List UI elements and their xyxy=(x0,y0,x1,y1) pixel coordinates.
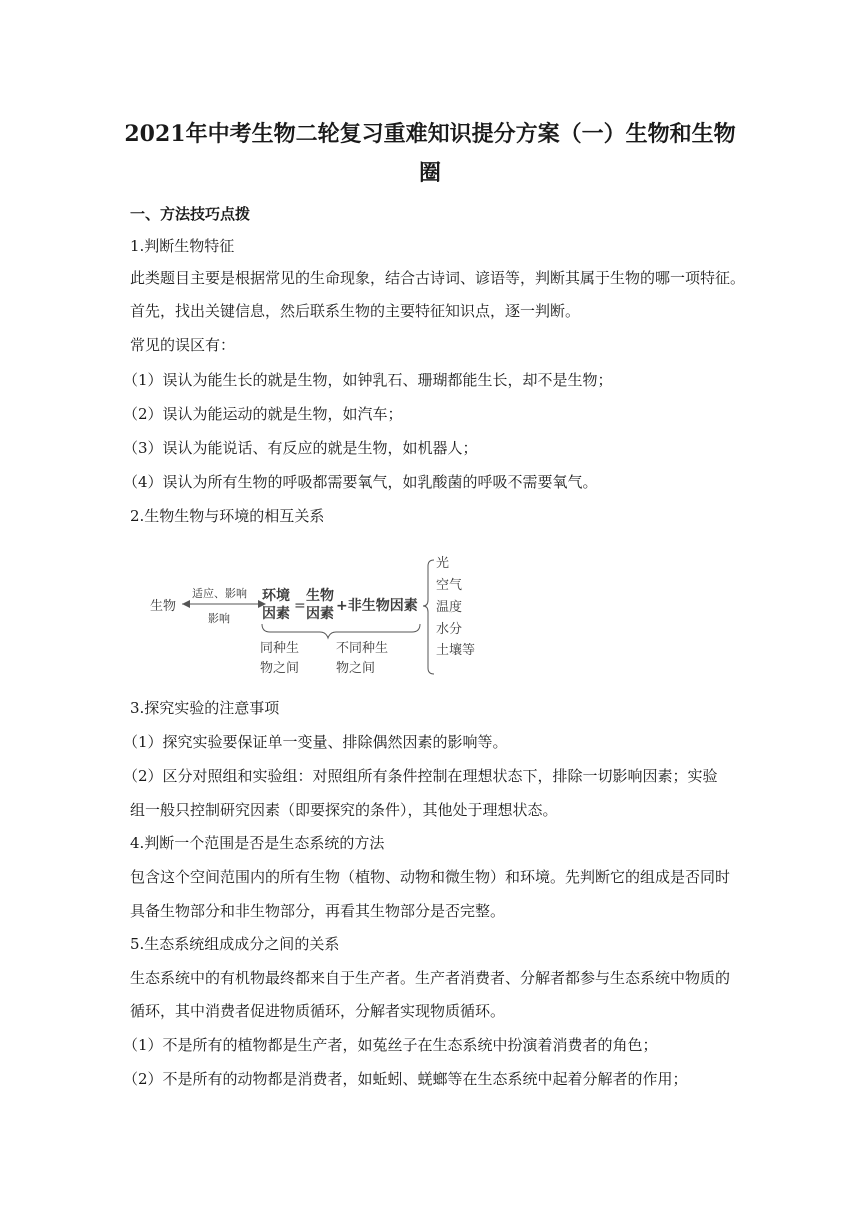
paragraph: 组一般只控制研究因素（即要探究的条件），其他处于理想状态。 xyxy=(130,801,558,819)
paragraph: 具备生物部分和非生物部分，再看其生物部分是否完整。 xyxy=(130,902,506,920)
list-item: （4）误认为所有生物的呼吸都需要氧气，如乳酸菌的呼吸不需要氧气。 xyxy=(123,473,598,491)
paragraph: 常见的误区有： xyxy=(130,336,236,354)
diagram-env-2: 因素 xyxy=(262,606,290,622)
abiotic-brace xyxy=(423,560,434,674)
paragraph: 包含这个空间范围内的所有生物（植物、动物和微生物）和环境。先判断它的组成是否同时 xyxy=(130,868,731,886)
diagram-abiotic-item: 温度 xyxy=(436,600,463,615)
arrow-head-left xyxy=(182,600,190,608)
list-item: （2）误认为能运动的就是生物，如汽车； xyxy=(123,405,403,423)
topic-heading-1: 1.判断生物特征 xyxy=(130,237,235,255)
list-item: （3）误认为能说话、有反应的就是生物，如机器人； xyxy=(123,439,478,457)
topic-heading-5: 5.生态系统组成成分之间的关系 xyxy=(130,935,340,953)
diagram-bio-2: 因素 xyxy=(306,606,334,622)
diagram-abiotic-item: 空气 xyxy=(436,578,463,593)
bio-brace xyxy=(262,624,420,638)
diagram-abiotic-item: 水分 xyxy=(436,622,463,637)
document-title-line1: 2021年中考生物二轮复习重难知识提分方案（一）生物和生物 xyxy=(124,121,736,147)
topic-heading-2: 2.生物生物与环境的相互关系 xyxy=(130,507,325,525)
diagram-abiotic: +非生物因素 xyxy=(336,598,418,614)
paragraph: 此类题目主要是根据常见的生命现象，结合古诗词、谚语等，判断其属于生物的哪一项特征。 xyxy=(130,269,746,287)
organism-environment-diagram xyxy=(140,548,490,678)
diagram-arrow-bottom: 影响 xyxy=(208,612,230,625)
diagram-bio-1: 生物 xyxy=(306,588,334,604)
list-item: （1）探究实验要保证单一变量、排除偶然因素的影响等。 xyxy=(123,733,508,751)
diagram-abiotic-item: 土壤等 xyxy=(436,643,476,658)
diagram-same-2: 物之间 xyxy=(260,661,300,676)
topic-heading-3: 3.探究实验的注意事项 xyxy=(130,699,280,717)
list-item: （2）区分对照组和实验组：对照组所有条件控制在理想状态下，排除一切影响因素；实验 xyxy=(123,767,718,785)
diagram-equals: = xyxy=(294,598,306,614)
paragraph: 首先，找出关键信息，然后联系生物的主要特征知识点，逐一判断。 xyxy=(130,302,581,320)
diagram-diff-2: 物之间 xyxy=(336,661,376,676)
diagram-diff-1: 不同种生 xyxy=(336,641,389,656)
diagram-same-1: 同种生 xyxy=(260,641,300,656)
paragraph: 循环，其中消费者促进物质循环，分解者实现物质循环。 xyxy=(130,1002,506,1020)
list-item: （2）不是所有的动物都是消费者，如蚯蚓、蜣螂等在生态系统中起着分解者的作用； xyxy=(123,1070,688,1088)
topic-heading-4: 4.判断一个范围是否是生态系统的方法 xyxy=(130,834,385,852)
list-item: （1）误认为能生长的就是生物，如钟乳石、珊瑚都能生长，却不是生物； xyxy=(123,371,613,389)
list-item: （1）不是所有的植物都是生产者，如菟丝子在生态系统中扮演着消费者的角色； xyxy=(123,1036,658,1054)
document-title-line2: 圈 xyxy=(418,160,441,186)
diagram-abiotic-item: 光 xyxy=(436,556,450,571)
diagram-organism: 生物 xyxy=(150,599,177,614)
diagram-arrow-top: 适应、影响 xyxy=(192,587,247,600)
diagram-env-1: 环境 xyxy=(262,588,290,604)
paragraph: 生态系统中的有机物最终都来自于生产者。生产者消费者、分解者都参与生态系统中物质的 xyxy=(130,969,731,987)
section-heading-methods: 一、方法技巧点拨 xyxy=(130,205,251,223)
